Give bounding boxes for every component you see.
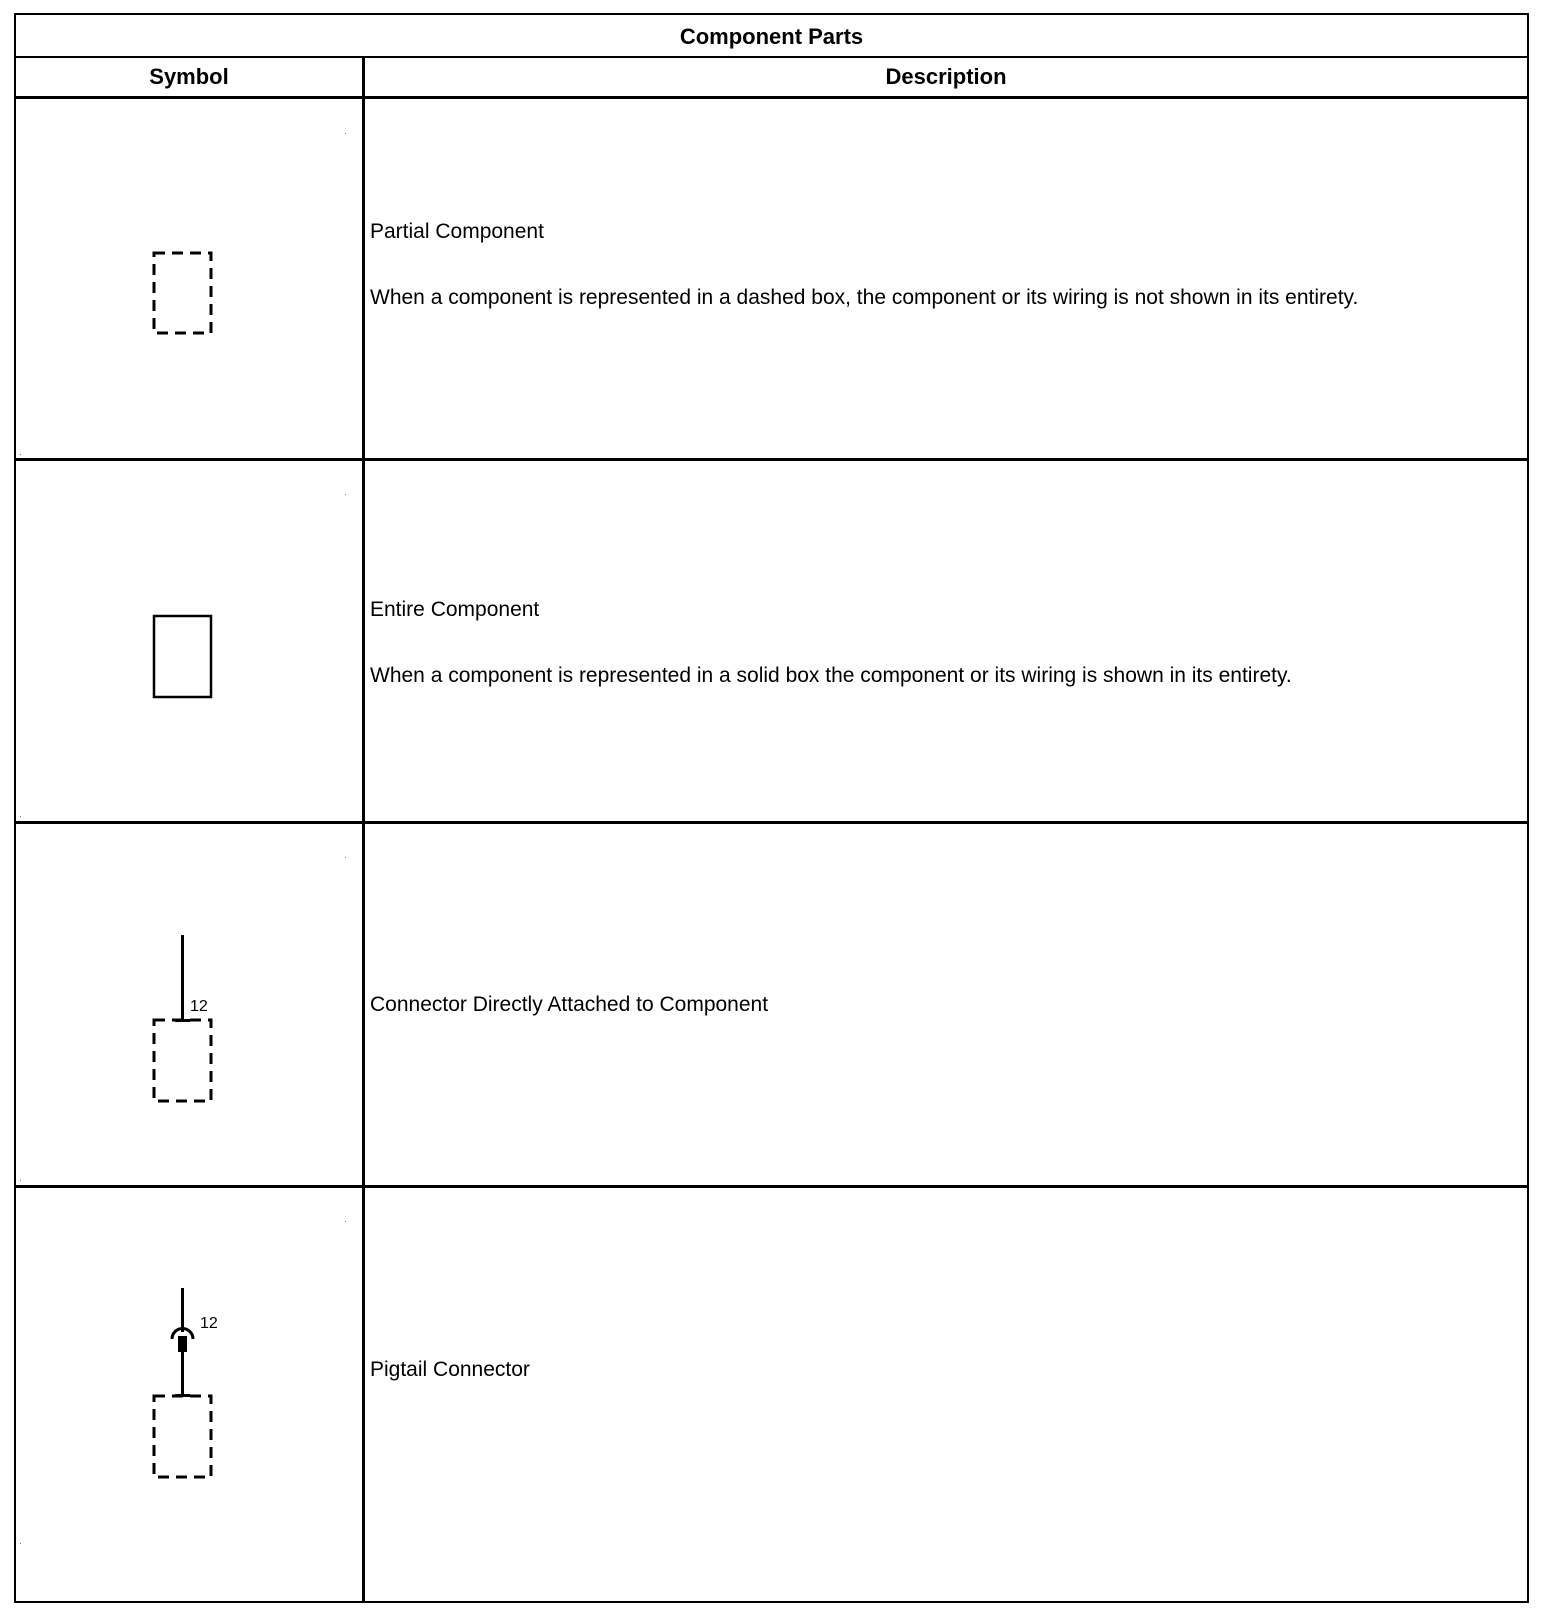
pigtail-connector-icon — [16, 1188, 362, 1603]
corner-tick — [345, 1221, 346, 1222]
symbol-cell — [16, 824, 362, 1186]
description-cell — [370, 595, 1520, 690]
symbol-cell — [16, 1188, 362, 1603]
row-text: When a component is represented in a dashed box, the component or its wiring is not shown in its entirety. — [370, 286, 1359, 309]
row-title: Pigtail Connector — [370, 1358, 530, 1381]
table-row-connector-direct — [16, 824, 1527, 1186]
table-row-entire-component — [16, 461, 1527, 823]
row-text: When a component is represented in a solid box the component or its wiring is shown in its entirety. — [370, 664, 1292, 687]
entire-component-solid-box-icon — [16, 461, 362, 823]
connector-directly-attached-icon — [16, 824, 362, 1186]
corner-tick — [20, 816, 21, 817]
symbol-cell — [16, 461, 362, 823]
description-cell — [370, 217, 1520, 312]
corner-tick — [20, 1543, 21, 1544]
corner-tick — [345, 494, 346, 495]
description-cell — [370, 990, 1520, 1019]
table-row-partial-component — [16, 99, 1527, 460]
description-cell — [370, 1355, 1520, 1384]
pin-number-label: 12 — [190, 998, 208, 1015]
header-description: Description — [885, 64, 1007, 89]
header-symbol: Symbol — [149, 64, 229, 89]
pin-number-label: 12 — [200, 1315, 218, 1332]
partial-component-dashed-box-icon — [16, 99, 362, 460]
table-title: Component Parts — [16, 15, 1527, 58]
table-header-row — [16, 58, 1527, 99]
corner-tick — [20, 1180, 21, 1181]
row-title: Entire Component — [370, 598, 540, 621]
corner-tick — [345, 857, 346, 858]
corner-tick — [345, 133, 346, 134]
table-row-pigtail-connector — [16, 1188, 1527, 1603]
corner-tick — [20, 454, 21, 455]
component-parts-table — [14, 13, 1529, 1603]
symbol-cell — [16, 99, 362, 460]
row-title: Connector Directly Attached to Component — [370, 993, 769, 1016]
row-title: Partial Component — [370, 220, 544, 243]
